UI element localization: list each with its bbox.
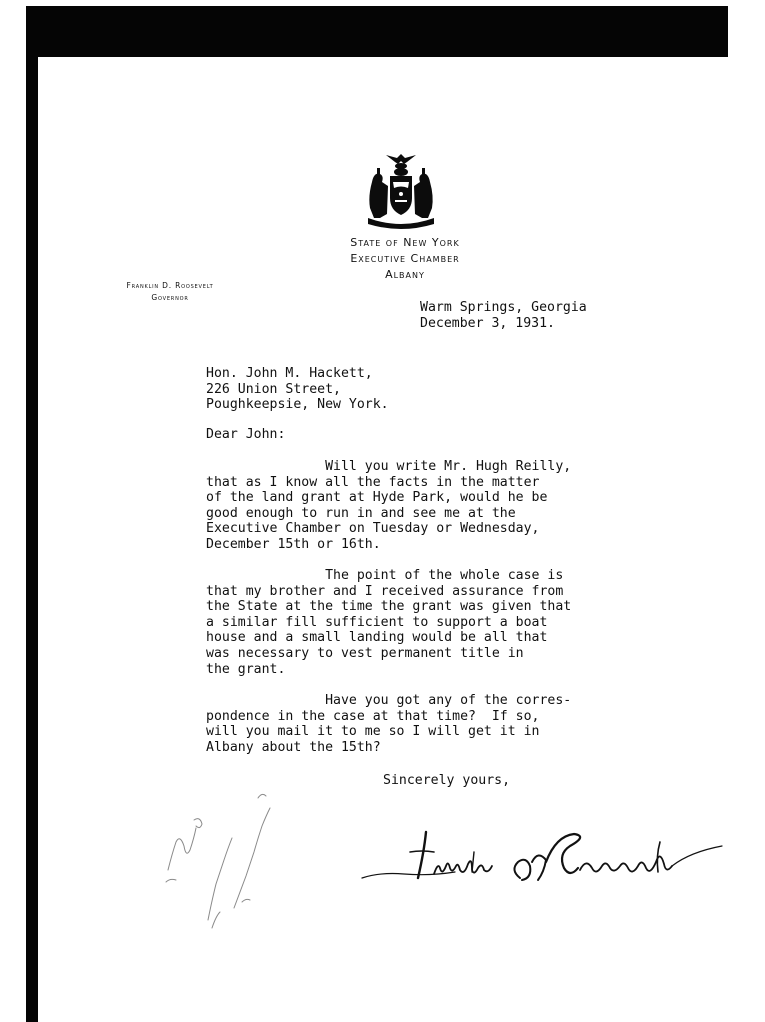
recipient-name: Hon. John M. Hackett, (206, 366, 373, 381)
letterhead-office: Executive Chamber (350, 252, 460, 265)
sender-block (100, 280, 240, 304)
scan-border-top (26, 6, 728, 57)
closing: Sincerely yours, (383, 773, 511, 788)
recipient-address (206, 366, 389, 413)
salutation: Dear John: (206, 427, 286, 442)
dateline-place: Warm Springs, Georgia (420, 300, 587, 315)
recipient-street: 226 Union Street, (206, 381, 341, 397)
dateline (420, 300, 587, 331)
dateline-date: December 3, 1931. (420, 315, 555, 331)
sender-name: Franklin D. Roosevelt (126, 281, 214, 290)
body-paragraph-2: The point of the whole case is that my brother and I received assurance from the State at the time the grant was given that a similar fill sufficient to support a boat house and a small landing would be all that was necessary to vest permanent title in the grant. (206, 568, 572, 677)
sender-title: Governor (151, 293, 189, 302)
new-york-state-seal-icon (360, 152, 442, 230)
pencil-annotation (150, 780, 295, 940)
scan-border-left (26, 6, 38, 1022)
recipient-city: Poughkeepsie, New York. (206, 397, 389, 413)
handwritten-signature (360, 822, 725, 894)
letterhead (320, 235, 490, 283)
body-paragraph-1: Will you write Mr. Hugh Reilly, that as I know all the facts in the matter of the land grant at Hyde Park, would he be good enough to run in and see me at the Executive Chamber on Tuesday or Wednesday, December 15th or 16th. (206, 459, 572, 552)
letterhead-state: State of New York (350, 236, 460, 249)
body-paragraph-3: Have you got any of the corres- pondence in the case at that time? If so, will you mail it to me so I will get it in Albany about the 15th? (206, 693, 572, 755)
letterhead-city: Albany (385, 268, 425, 281)
